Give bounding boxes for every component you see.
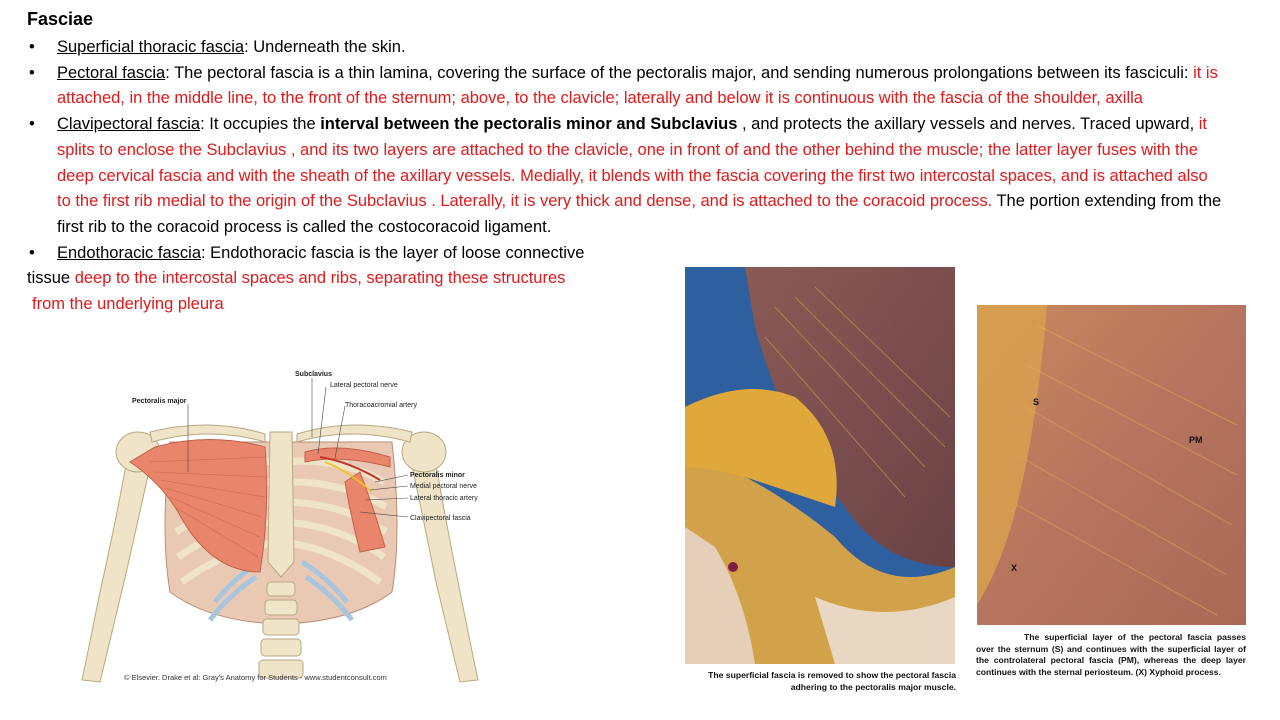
text-endothoracic: : Endothoracic fascia is the layer of loose connective [201, 243, 585, 262]
label-medial-pectoral-nerve: Medial pectoral nerve [410, 483, 477, 490]
text-clavipectoral-3: The portion extending from the first rib to the coracoid process is called the costocoracoid ligament. [57, 192, 1222, 236]
photo-label-x: X [1011, 563, 1018, 573]
bullet-dot: • [29, 115, 35, 134]
text-tissue: tissue [27, 269, 75, 288]
photo-label-s: S [1033, 397, 1040, 407]
bullet-superficial [27, 35, 1222, 61]
text-clavipectoral-red: it splits to enclose the Subclavius , and its two layers are attached to the clavicle, one in front of and the other behind the muscle; the latter layer fuses with the deep cervical fascia and with the sheath of the axillary vessels. Medially, it blends with the fascia covering the first two intercostal spaces, and is attached also to the first rib medial to the origin of the Subclavius . Laterally, it is very thick and dense, and is attached to the coracoid process. [57, 115, 1208, 211]
endothoracic-line-2 [27, 266, 1222, 292]
term-clavipectoral: Clavipectoral fascia [57, 115, 201, 134]
term-pectoral: Pectoral fascia [57, 63, 166, 82]
text-pectoral-red: it is attached, in the middle line, to the front of the sternum; above, to the clavicle; laterally and below it is continuous with the fascia of the shoulder, axilla [57, 63, 1218, 108]
text-endothoracic-red-1: deep to the intercostal spaces and ribs, separating these structures [74, 269, 566, 288]
photo-label-pm: PM [1189, 435, 1203, 445]
caption-right-photo: The superficial layer of the pectoral fascia passes over the sternum (S) and continues with the superficial layer of the controlateral pectoral fascia (PM), whereas the deep layer continues with the sternal periosteum. (X) Xyphoid process. [976, 632, 1246, 677]
thorax-drawing [60, 362, 500, 690]
bullet-dot: • [29, 243, 35, 262]
bullet-endothoracic [27, 241, 1222, 267]
dissection-photo-right-image [977, 305, 1246, 625]
illustration-credit: © Elsevier. Drake et al: Gray's Anatomy for Students - www.studentconsult.com [124, 673, 387, 682]
text-endothoracic-red-2: from the underlying pleura [32, 295, 224, 314]
label-lateral-pectoral-nerve: Lateral pectoral nerve [330, 382, 398, 389]
label-pectoralis-major: Pectoralis major [132, 398, 187, 405]
bullet-dot: • [29, 63, 35, 82]
dissection-photo-left-image [685, 267, 955, 664]
label-clavipectoral-fascia: Clavipectoral fascia [410, 515, 471, 522]
thorax-illustration [60, 362, 500, 690]
bullet-clavipectoral [27, 112, 1222, 241]
bullet-list [27, 35, 1222, 318]
text-superficial: : Underneath the skin. [244, 38, 406, 56]
bullet-dot: • [29, 38, 35, 56]
slide-title: Fasciae [27, 9, 94, 29]
label-pectoralis-minor: Pectoralis minor [410, 472, 465, 479]
label-lateral-thoracic-artery: Lateral thoracic artery [410, 495, 478, 502]
bullet-pectoral [27, 61, 1222, 112]
text-clavipectoral-bold: interval between the pectoralis minor and Subclavius [320, 115, 738, 134]
label-thoracoacromial-artery: Thoracoacromial artery [345, 402, 417, 409]
dissection-photo-left [685, 267, 955, 664]
dissection-photo-right [977, 305, 1246, 625]
text-clavipectoral-1: : It occupies the [200, 115, 321, 134]
text-pectoral: : The pectoral fascia is a thin lamina, covering the surface of the pectoralis major, and sending numerous prolongations between its fasciculi: [165, 63, 1194, 82]
text-clavipectoral-2: , and protects the axillary vessels and nerves. Traced upward, [737, 115, 1199, 134]
term-superficial: Superficial thoracic fascia [57, 38, 245, 56]
term-endothoracic: Endothoracic fascia [57, 243, 201, 262]
caption-left-photo: The superficial fascia is removed to show the pectoral fascia adhering to the pectoralis major muscle. [708, 670, 956, 692]
label-subclavius: Subclavius [295, 371, 332, 378]
